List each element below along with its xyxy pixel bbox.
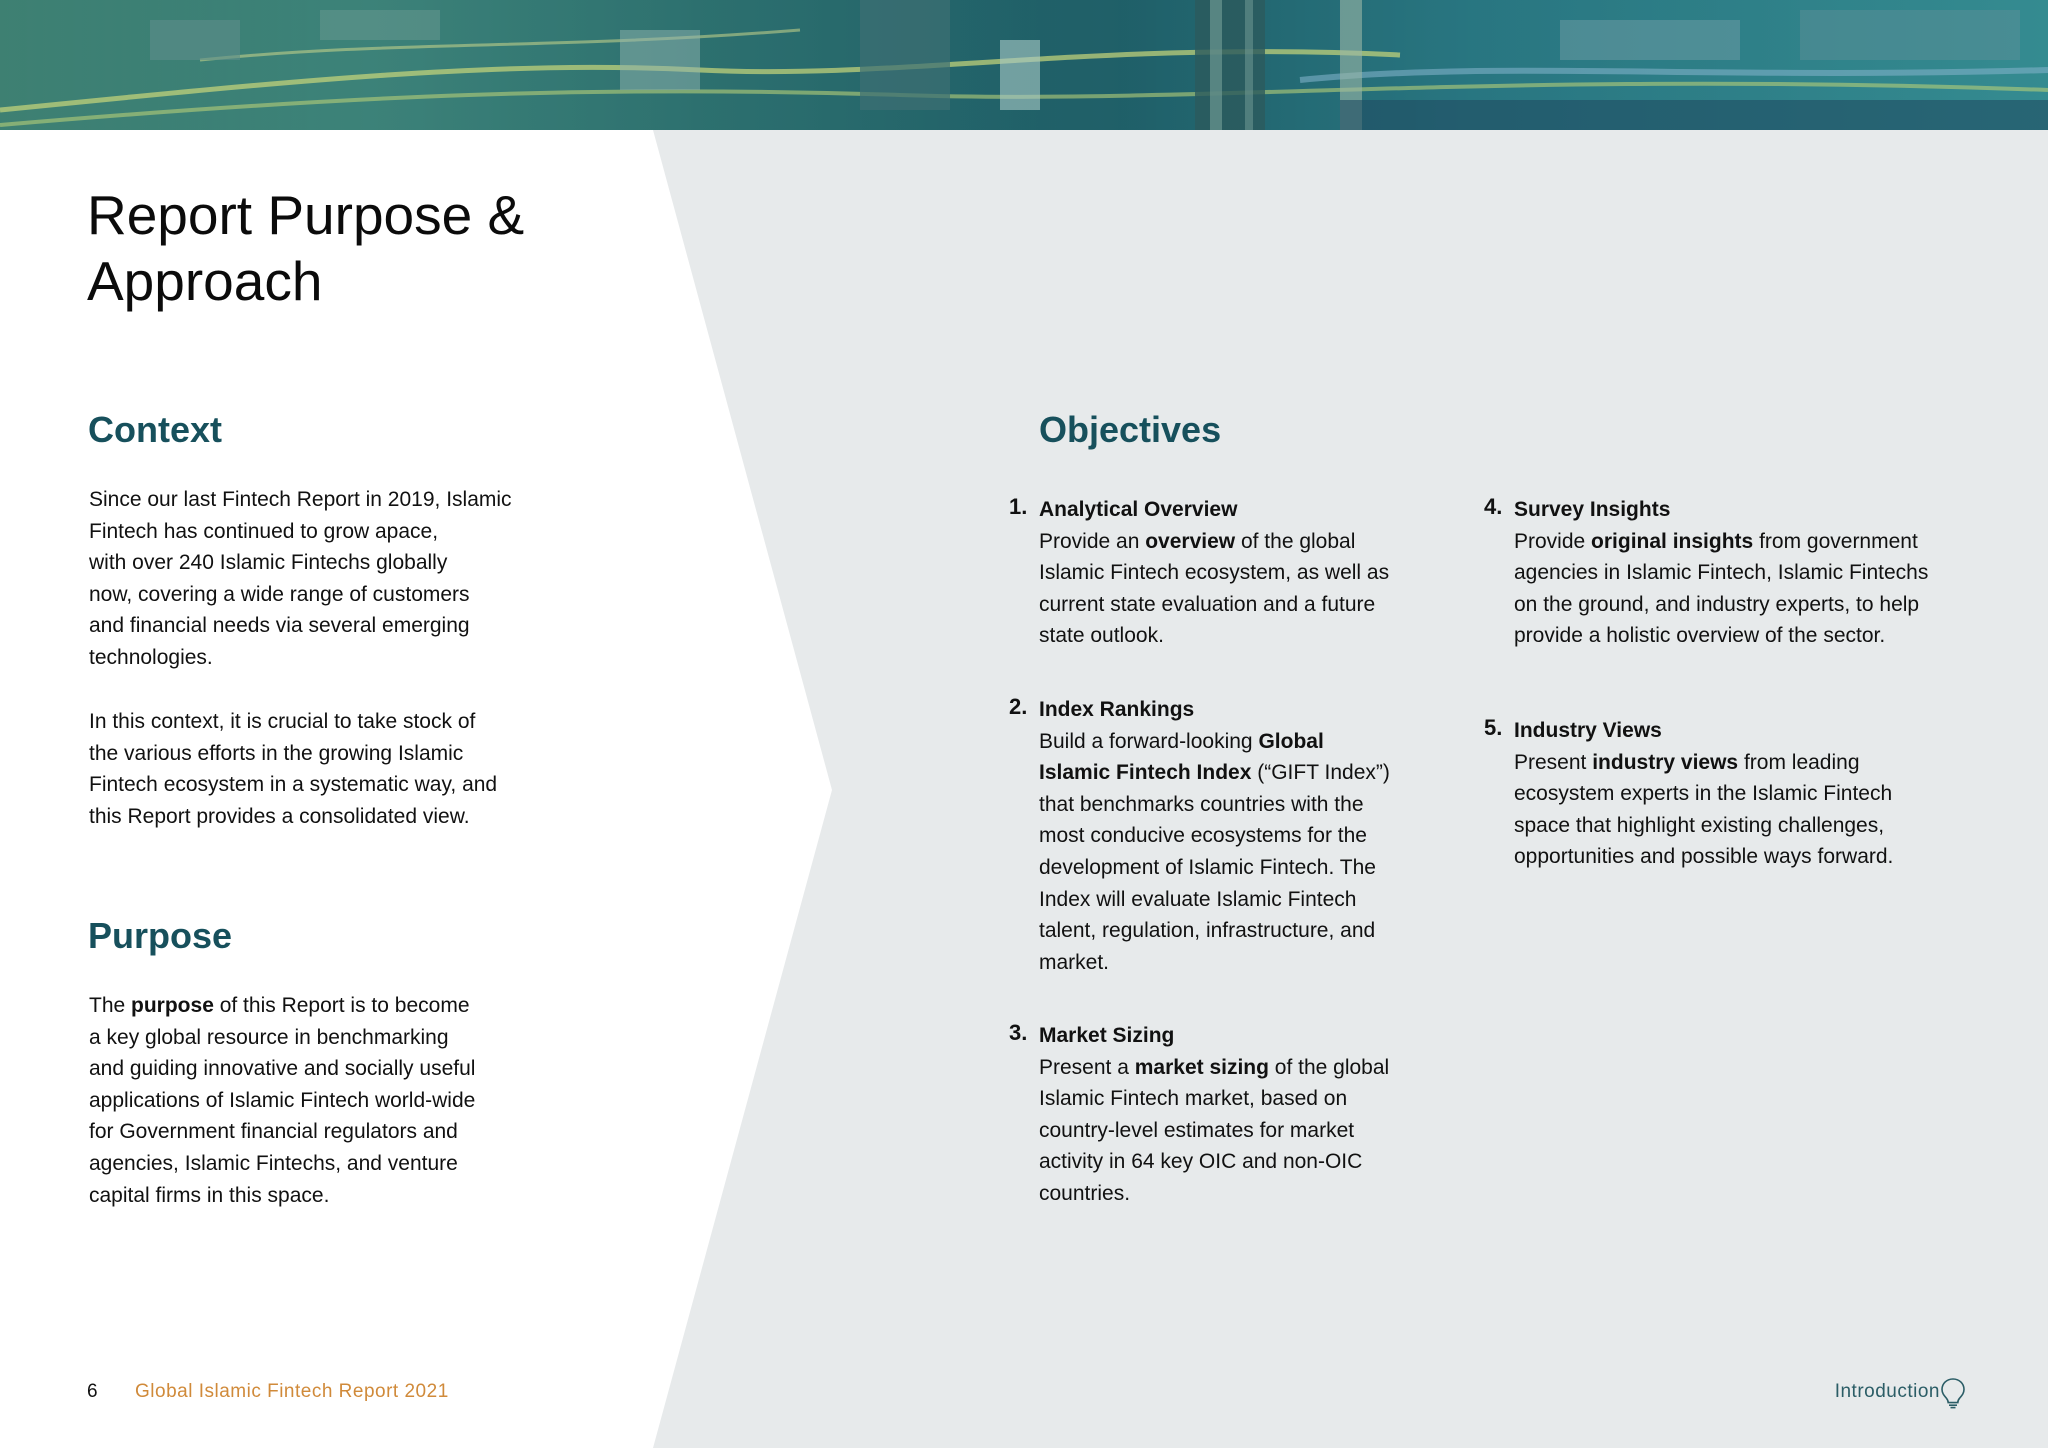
context-heading: Context bbox=[88, 409, 222, 450]
objective-title: Analytical Overview bbox=[1039, 498, 1238, 521]
objective-item-4 bbox=[1484, 494, 1964, 652]
purpose-line: applications of Islamic Fintech world-wide bbox=[89, 1088, 476, 1112]
page-number: 6 bbox=[87, 1381, 98, 1402]
page-title bbox=[87, 182, 647, 314]
objective-body: Build a forward-looking Global Islamic Fintech Index (“GIFT Index”) that benchmarks countries with the most conducive ecosystems for the development of Islamic Fintech. The Index will evaluate Islamic Fintech talent, regulation, infrastructure, and market. bbox=[1039, 729, 1390, 974]
objective-title: Survey Insights bbox=[1514, 498, 1671, 521]
context-line: Fintech has continued to grow apace, bbox=[89, 519, 439, 543]
report-title-footer: Global Islamic Fintech Report 2021 bbox=[135, 1381, 449, 1402]
context-line: now, covering a wide range of customers bbox=[89, 582, 470, 606]
context-line: with over 240 Islamic Fintechs globally bbox=[89, 551, 448, 575]
objective-number: 1. bbox=[1009, 494, 1028, 519]
context-line: technologies. bbox=[89, 645, 213, 669]
page-title-line2: Approach bbox=[87, 250, 323, 312]
section-label: Introduction bbox=[1834, 1381, 1940, 1402]
objective-item-2 bbox=[1009, 694, 1419, 978]
context-line: In this context, it is crucial to take stock of bbox=[89, 710, 476, 733]
objective-number: 5. bbox=[1484, 715, 1503, 740]
purpose-line: The purpose of this Report is to become bbox=[89, 994, 470, 1017]
objective-title: Index Rankings bbox=[1039, 698, 1195, 721]
objective-item-1 bbox=[1009, 494, 1419, 652]
objective-number: 3. bbox=[1009, 1020, 1028, 1045]
purpose-line: capital firms in this space. bbox=[89, 1183, 330, 1207]
purpose-heading: Purpose bbox=[88, 915, 233, 956]
objective-item-5 bbox=[1484, 715, 1964, 873]
purpose-line: a key global resource in benchmarking bbox=[89, 1025, 449, 1049]
objective-body: Provide original insights from government agencies in Islamic Fintech, Islamic Fintechs on the ground, and industry experts, to help provide a holistic overview of the sector. bbox=[1514, 529, 1929, 648]
header-city-image bbox=[0, 0, 2048, 130]
objective-body: Present industry views from leading ecosystem experts in the Islamic Fintech space that highlight existing challenges, opportunities and possible ways forward. bbox=[1514, 750, 1894, 869]
objective-number: 2. bbox=[1009, 694, 1028, 719]
context-line: and financial needs via several emerging bbox=[89, 614, 470, 638]
objective-title: Market Sizing bbox=[1039, 1024, 1175, 1047]
context-line: Since our last Fintech Report in 2019, Islamic bbox=[89, 488, 512, 511]
context-paragraph-2 bbox=[89, 706, 589, 832]
context-line: the various efforts in the growing Islamic bbox=[89, 741, 464, 765]
purpose-line: agencies, Islamic Fintechs, and venture bbox=[89, 1151, 458, 1175]
context-line: Fintech ecosystem in a systematic way, and bbox=[89, 773, 498, 797]
purpose-paragraph bbox=[89, 990, 589, 1211]
purpose-line: for Government financial regulators and bbox=[89, 1120, 458, 1144]
objectives-heading: Objectives bbox=[1039, 409, 1222, 450]
context-paragraph-1 bbox=[89, 484, 589, 674]
objective-number: 4. bbox=[1484, 494, 1503, 519]
city-skyline-illustration bbox=[0, 0, 2048, 130]
lightbulb-icon bbox=[1940, 1377, 1966, 1409]
objective-title: Industry Views bbox=[1514, 719, 1662, 742]
objective-body: Present a market sizing of the global Islamic Fintech market, based on country-level estimates for market activity in 64 key OIC and non-OIC countries. bbox=[1039, 1055, 1390, 1205]
objective-body: Provide an overview of the global Islamic Fintech ecosystem, as well as current state evaluation and a future state outlook. bbox=[1039, 529, 1390, 648]
objective-item-3 bbox=[1009, 1020, 1419, 1210]
purpose-line: and guiding innovative and socially useful bbox=[89, 1057, 476, 1081]
page-title-line1: Report Purpose & bbox=[87, 184, 525, 246]
context-line: this Report provides a consolidated view. bbox=[89, 804, 470, 828]
